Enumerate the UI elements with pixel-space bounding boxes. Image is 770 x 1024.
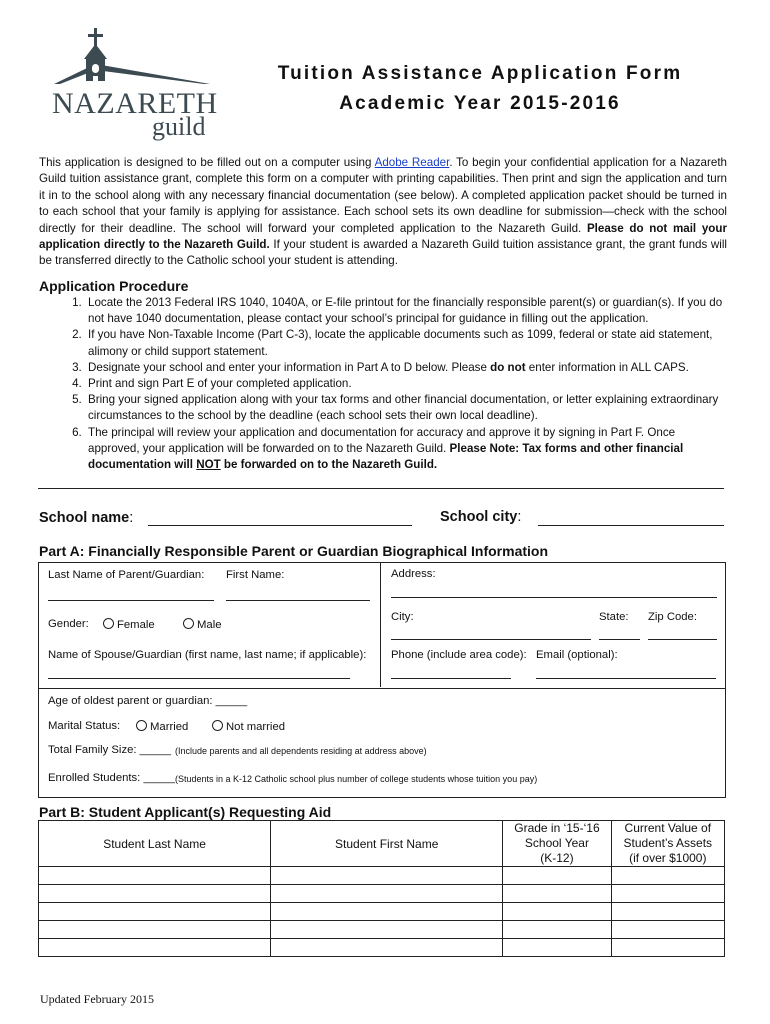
updated-date: Updated February 2015 — [40, 992, 154, 1006]
col-grade: Grade in ‘15-‘16 School Year (K-12) — [503, 821, 611, 867]
table-cell[interactable] — [503, 885, 611, 903]
table-cell[interactable] — [611, 867, 724, 885]
family-size-note: (Include parents and all dependents residing at address above) — [175, 746, 427, 756]
last-name-label: Last Name of Parent/Guardian: — [48, 569, 205, 581]
student-table — [38, 820, 725, 957]
logo-name: NAZARETH — [52, 87, 218, 120]
table-cell[interactable] — [503, 921, 611, 939]
table-cell[interactable] — [503, 903, 611, 921]
table-cell[interactable] — [271, 867, 503, 885]
table-cell[interactable] — [503, 867, 611, 885]
part-a-divider — [380, 562, 381, 687]
table-cell[interactable] — [39, 939, 271, 957]
table-row[interactable] — [39, 903, 725, 921]
col-student-first-name: Student First Name — [271, 821, 503, 867]
email-field[interactable] — [536, 678, 716, 679]
table-row[interactable] — [39, 939, 725, 957]
enrolled-students-note: (Students in a K-12 Catholic school plus number of college students whose tuition you pay) — [175, 774, 538, 784]
table-cell[interactable] — [39, 903, 271, 921]
procedure-list — [39, 295, 729, 473]
email-label: Email (optional): — [536, 649, 618, 661]
academic-year: Academic Year 2015-2016 — [339, 93, 621, 114]
table-cell[interactable] — [271, 885, 503, 903]
adobe-reader-link[interactable]: Adobe Reader — [374, 156, 450, 169]
radio-button-icon[interactable] — [103, 618, 114, 629]
logo-sub: guild — [152, 112, 206, 141]
part-a-heading: Part A: Financially Responsible Parent or Guardian Biographical Information — [39, 543, 549, 559]
marital-status-label: Marital Status: — [48, 720, 121, 732]
gender-female-option[interactable]: Female — [103, 618, 155, 631]
spouse-label: Name of Spouse/Guardian (first name, last name; if applicable): — [48, 649, 367, 661]
zip-field[interactable] — [648, 639, 717, 640]
table-cell[interactable] — [271, 921, 503, 939]
phone-field[interactable] — [391, 678, 511, 679]
spouse-field[interactable] — [48, 678, 350, 679]
table-cell[interactable] — [39, 885, 271, 903]
table-header-row — [39, 821, 725, 867]
table-cell[interactable] — [611, 903, 724, 921]
city-label: City: — [391, 611, 414, 623]
table-cell[interactable] — [611, 939, 724, 957]
zip-label: Zip Code: — [648, 611, 697, 623]
marital-not-married-option[interactable]: Not married — [212, 720, 285, 733]
first-name-label: First Name: — [226, 569, 285, 581]
gender-male-option[interactable]: Male — [183, 618, 222, 631]
address-label: Address: — [391, 568, 436, 580]
city-field[interactable] — [391, 639, 591, 640]
phone-label: Phone (include area code): — [391, 649, 527, 661]
enrolled-students-label: Enrolled Students: _____ — [48, 772, 175, 784]
procedure-step: 1. Locate the 2013 Federal IRS 1040, 1040A, or E-file printout for the financially responsible parent(s) or guardian(s). If you do not have 1040 documentation, please contact your school’s principal for guidance in filling out the application. — [85, 295, 729, 327]
part-b-heading: Part B: Student Applicant(s) Requesting Aid — [39, 804, 332, 820]
col-assets: Current Value of Student’s Assets (if over $1000) — [611, 821, 724, 867]
table-row[interactable] — [39, 867, 725, 885]
table-cell[interactable] — [39, 921, 271, 939]
address-field[interactable] — [391, 597, 717, 598]
procedure-step: 3. Designate your school and enter your information in Part A to D below. Please do not enter information in ALL CAPS. — [85, 360, 729, 376]
radio-button-icon[interactable] — [212, 720, 223, 731]
table-cell[interactable] — [271, 939, 503, 957]
school-city-field[interactable] — [538, 525, 724, 526]
table-cell[interactable] — [611, 921, 724, 939]
procedure-step: 4. Print and sign Part E of your completed application. — [85, 376, 729, 392]
procedure-heading: Application Procedure — [39, 278, 189, 294]
age-oldest-label: Age of oldest parent or guardian: _____ — [48, 695, 248, 707]
first-name-field[interactable] — [226, 600, 370, 601]
table-row[interactable] — [39, 921, 725, 939]
school-city-label: School city: — [440, 509, 522, 525]
school-name-label: School name: — [39, 510, 134, 526]
school-name-field[interactable] — [148, 525, 412, 526]
table-cell[interactable] — [39, 867, 271, 885]
last-name-field[interactable] — [48, 600, 214, 601]
form-title: Tuition Assistance Application Form — [277, 63, 683, 84]
radio-button-icon[interactable] — [183, 618, 194, 629]
state-label: State: — [599, 611, 629, 623]
table-cell[interactable] — [503, 939, 611, 957]
procedure-step: 6. The principal will review your application and documentation for accuracy and approve it by signing in Part F. Once approved, your application will be forwarded on to the Nazareth Guild. Please Note: Tax forms and other financial documentation will NOT be forwarded on to the Nazareth Guild. — [85, 425, 729, 474]
table-cell[interactable] — [611, 885, 724, 903]
family-size-label: Total Family Size: _____ — [48, 744, 172, 756]
section-divider — [38, 488, 724, 489]
gender-label: Gender: — [48, 618, 89, 630]
intro-paragraph: This application is designed to be filled out on a computer using Adobe Reader. To begin your confidential application for a Nazareth Guild tuition assistance grant, complete this form on a computer with printing capabilities. Then print and sign the application and turn it in to the school along with any necessary financial documentation (see below). A completed application packet should be turned in to each school that your family is applying for assistance. Each school sets its own deadline for submission—check with the school directly for their deadline. The school will forward your completed application to the Nazareth Guild. Please do not mail your application directly to the Nazareth Guild. If your student is awarded a Nazareth Guild tuition assistance grant, the grant funds will be transferred directly to the Catholic school your student is attending. — [39, 156, 727, 268]
radio-button-icon[interactable] — [136, 720, 147, 731]
table-row[interactable] — [39, 885, 725, 903]
procedure-step: 2. If you have Non-Taxable Income (Part C-3), locate the applicable documents such as 1099, federal or state aid statement, alimony or child support statement. — [85, 327, 729, 359]
procedure-step: 5. Bring your signed application along with your tax forms and other financial documentation, or letter explaining extraordinary circumstances to the school by the deadline (each school sets their own local deadline). — [85, 392, 729, 424]
marital-married-option[interactable]: Married — [136, 720, 188, 733]
col-student-last-name: Student Last Name — [39, 821, 271, 867]
state-field[interactable] — [599, 639, 640, 640]
table-cell[interactable] — [271, 903, 503, 921]
